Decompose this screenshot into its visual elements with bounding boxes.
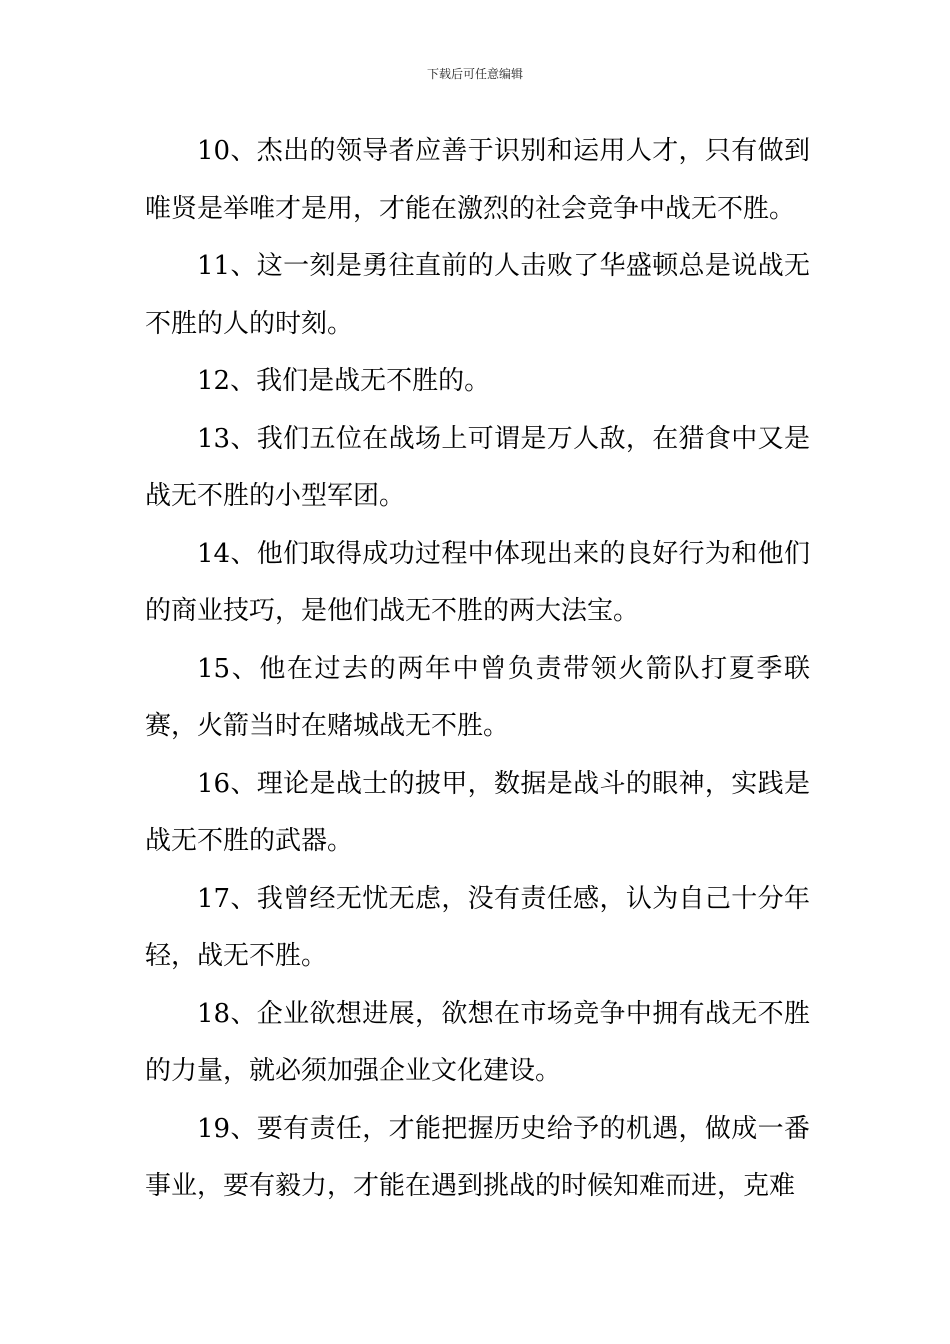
paragraph-18: 18、企业欲想进展，欲想在市场竞争中拥有战无不胜的力量，就必须加强企业文化建设。 [145,998,810,1086]
paragraph-17: 17、我曾经无忧无虑，没有责任感，认为自己十分年轻，战无不胜。 [145,883,810,971]
paragraph-13: 13、我们五位在战场上可谓是万人敌，在猎食中又是战无不胜的小型军团。 [145,423,810,511]
page-header: 下载后可任意编辑 [426,67,523,81]
paragraph-11: 11、这一刻是勇往直前的人击败了华盛顿总是说战无不胜的人的时刻。 [145,251,810,339]
paragraph-10: 10、杰出的领导者应善于识别和运用人才，只有做到唯贤是举唯才是用，才能在激烈的社会竞争中战无不胜。 [145,136,810,224]
paragraph-14: 14、他们取得成功过程中体现出来的良好行为和他们的商业技巧，是他们战无不胜的两大法宝。 [145,538,810,626]
paragraph-16: 16、理论是战士的披甲，数据是战斗的眼神，实践是战无不胜的武器。 [145,768,810,856]
paragraph-15: 15、他在过去的两年中曾负责带领火箭队打夏季联赛，火箭当时在赌城战无不胜。 [145,653,810,741]
paragraph-12: 12、我们是战无不胜的。 [197,366,491,396]
paragraph-19: 19、要有责任，才能把握历史给予的机遇，做成一番事业，要有毅力，才能在遇到挑战的时候知难而进，克难 [145,1113,810,1201]
document-body [145,123,810,1216]
